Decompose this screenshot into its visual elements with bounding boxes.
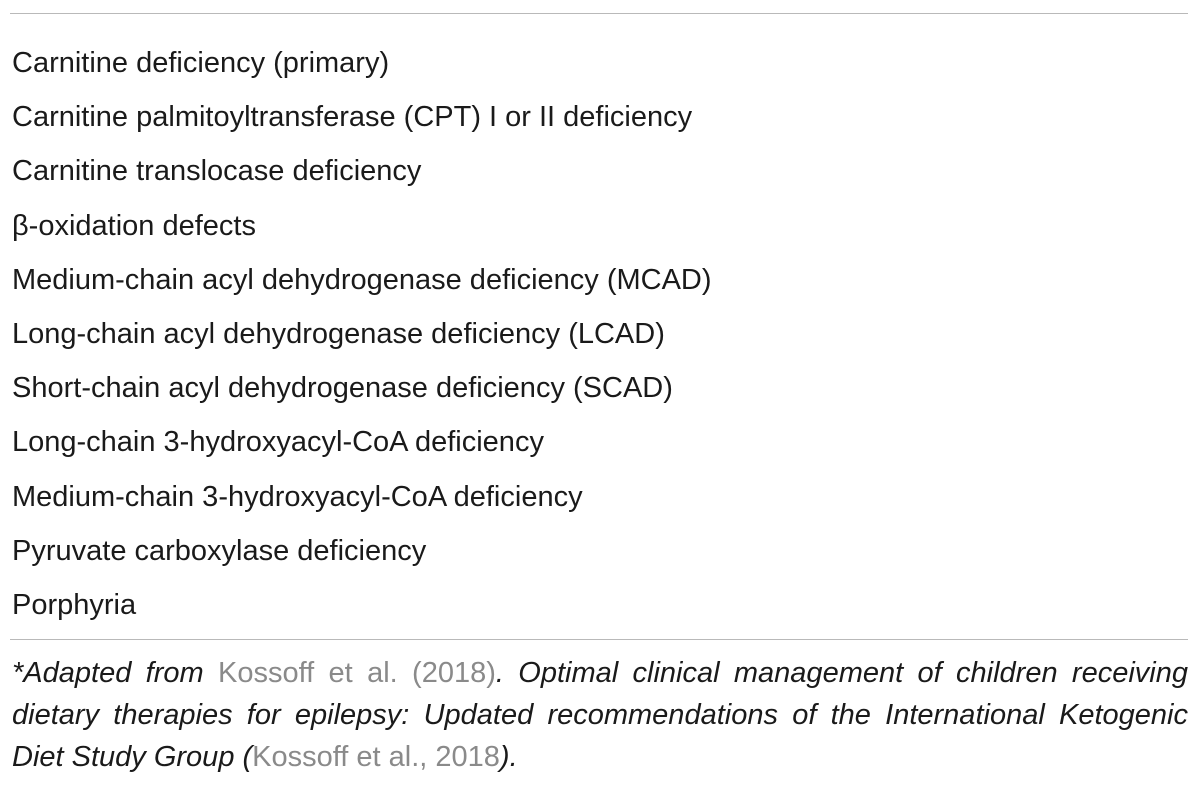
table-bottom-rule — [10, 639, 1188, 640]
table-row: Pyruvate carboxylase deficiency — [12, 534, 427, 567]
table-row: Porphyria — [12, 588, 137, 621]
table-row: Medium-chain 3-hydroxyacyl-CoA deficiency — [12, 480, 583, 513]
table-row: Long-chain 3-hydroxyacyl-CoA deficiency — [12, 426, 544, 459]
table-footnote — [10, 652, 1188, 778]
table-row: Medium-chain acyl dehydrogenase deficiency (MCAD) — [12, 263, 712, 296]
footnote-body: . Optimal clinical management of children receiving dietary therapies for epilepsy: Updated recommendations of the International Ketogenic Diet Study Group ( — [12, 657, 1188, 774]
contraindications-table — [10, 0, 1188, 807]
citation-link-kossoff-2018[interactable]: Kossoff et al. (2018) — [218, 657, 496, 690]
table-row: Short-chain acyl dehydrogenase deficiency (SCAD) — [12, 372, 673, 405]
footnote-suffix: ). — [499, 741, 518, 774]
table-body — [10, 14, 1188, 632]
table-row: Long-chain acyl dehydrogenase deficiency (LCAD) — [12, 317, 665, 350]
table-row: Carnitine palmitoyltransferase (CPT) I or II deficiency — [12, 101, 693, 134]
citation-link-kossoff-2018-inline[interactable]: Kossoff et al., 2018 — [252, 741, 500, 774]
table-row: Carnitine translocase deficiency — [12, 155, 422, 188]
table-row: Carnitine deficiency (primary) — [12, 47, 390, 79]
table-row: β-oxidation defects — [12, 209, 256, 242]
footnote-prefix: *Adapted from — [12, 657, 219, 690]
